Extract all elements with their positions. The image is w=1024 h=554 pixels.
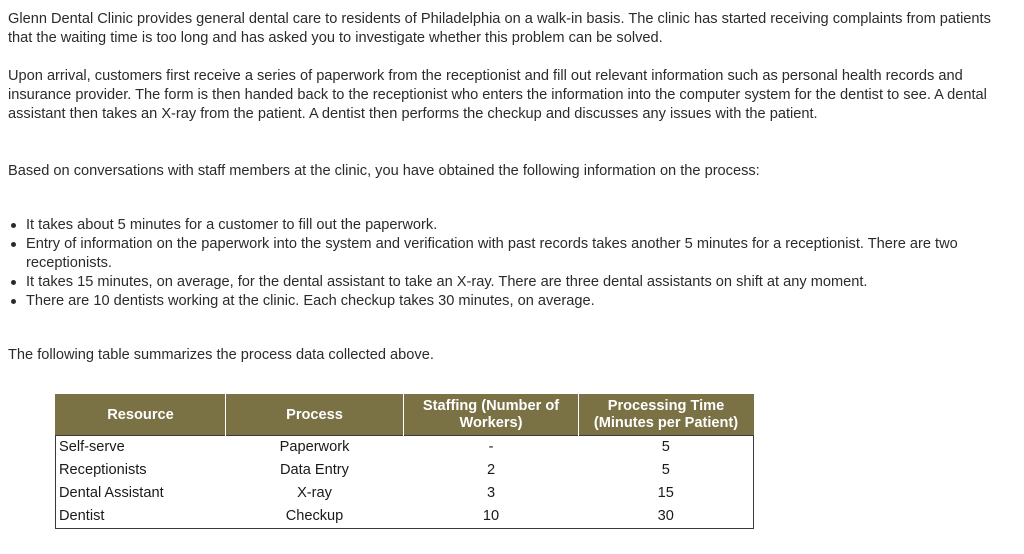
cell-processing-time: 30 [579,505,754,529]
cell-resource: Dental Assistant [56,482,226,505]
cell-staffing: 3 [486,485,496,501]
cell-staffing: 2 [486,462,496,478]
summary-paragraph: The following table summarizes the process data collected above. [8,347,434,363]
cell-process: X-ray [297,485,332,501]
list-item: Entry of information on the paperwork into the system and verification with past records takes another 5 minutes for a receptionist. There are two receptionists. [8,235,1013,273]
cell-resource: Self-serve [56,436,226,460]
cell-resource: Receptionists [56,459,226,482]
header-staffing: Staffing (Number of Workers) [404,395,579,436]
cell-staffing: - [404,436,579,460]
header-resource: Resource [56,395,226,436]
cell-resource: Dentist [56,505,226,529]
header-process: Process [226,395,404,436]
process-data-table [55,394,754,529]
cell-process: Data Entry [280,462,349,478]
cell-processing-time: 15 [579,482,754,505]
table-header-row [56,395,754,436]
cell-process: Checkup [226,505,404,529]
table-row [56,505,754,529]
conversations-paragraph: Based on conversations with staff members at the clinic, you have obtained the following information on the process: [8,163,760,179]
table-row [56,459,754,482]
list-item: There are 10 dentists working at the clinic. Each checkup takes 30 minutes, on average. [8,292,1013,311]
cell-staffing: 10 [404,505,579,529]
intro-paragraph: Glenn Dental Clinic provides general dental care to residents of Philadelphia on a walk-in basis. The clinic has started receiving complaints from patients that the waiting time is too long and has asked you to investigate whether this problem can be solved. [8,11,991,46]
table-row [56,436,754,460]
process-paragraph: Upon arrival, customers first receive a series of paperwork from the receptionist and fill out relevant information such as personal health records and insurance provider. The form is then handed back to the receptionist who enters the information into the computer system for the dentist to see. A dental assistant then takes an X-ray from the patient. A dentist then performs the checkup and discusses any issues with the patient. [8,68,987,122]
cell-process: Paperwork [226,436,404,460]
process-facts-list [8,216,1013,311]
cell-processing-time: 5 [579,459,754,482]
cell-processing-time: 5 [579,436,754,460]
table-row [56,482,754,505]
header-processing-time: Processing Time (Minutes per Patient) [579,395,754,436]
list-item: It takes about 5 minutes for a customer to fill out the paperwork. [8,216,1013,235]
list-item: It takes 15 minutes, on average, for the dental assistant to take an X-ray. There are three dental assistants on shift at any moment. [8,273,1013,292]
